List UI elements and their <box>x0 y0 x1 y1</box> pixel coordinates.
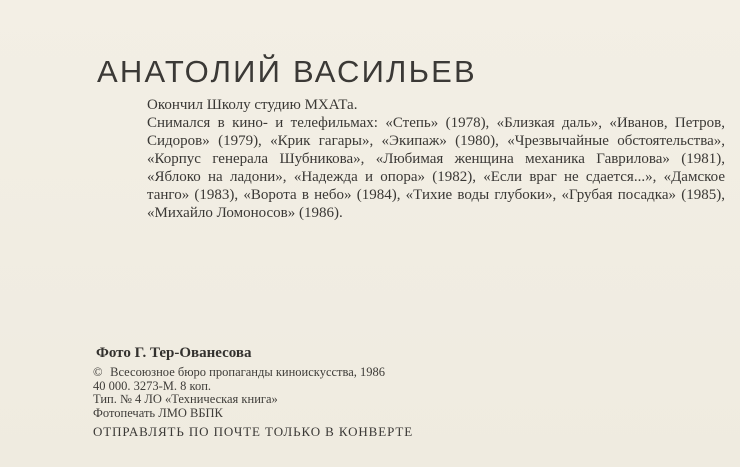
photo-print-line: Фотопечать ЛМО ВБПК <box>93 405 223 420</box>
education-line: Окончил Школу студию МХАТа. <box>147 97 358 113</box>
imprint-block <box>93 366 385 420</box>
publisher-line <box>93 366 385 380</box>
biography-block <box>147 96 725 222</box>
printing-house-line: Тип. № 4 ЛО «Техническая книга» <box>93 392 278 407</box>
publisher-text: Всесоюзное бюро пропаганды киноискусства, 1986 <box>110 365 386 379</box>
print-run-line: 40 000. 3273-М. 8 коп. <box>93 378 212 393</box>
filmography-paragraph: Снимался в кино- и телефильмах: «Степь» (1978), «Близкая даль», «Иванов, Петров, Сидоров» (1979), «Крик гагары», «Экипаж» (1980), «Чрезвычайные обстоятельства», «Корпус генерала Шубникова», «Любимая женщина механика Гаврилова» (1981), «Яблоко на ладони», «Надежда и опора» (1982), «Если враг не сдается...», «Дамское танго» (1983), «Ворота в небо» (1984), «Тихие воды глубоки», «Грубая посадка» (1985), «Михайло Ломоносов» (1986). <box>147 115 725 221</box>
mail-instruction: ОТПРАВЛЯТЬ ПО ПОЧТЕ ТОЛЬКО В КОНВЕРТЕ <box>93 424 414 439</box>
copyright-icon: © <box>93 365 103 379</box>
actor-name-title: АНАТОЛИЙ ВАСИЛЬЕВ <box>97 54 477 89</box>
photo-credit: Фото Г. Тер-Ованесова <box>96 345 252 361</box>
